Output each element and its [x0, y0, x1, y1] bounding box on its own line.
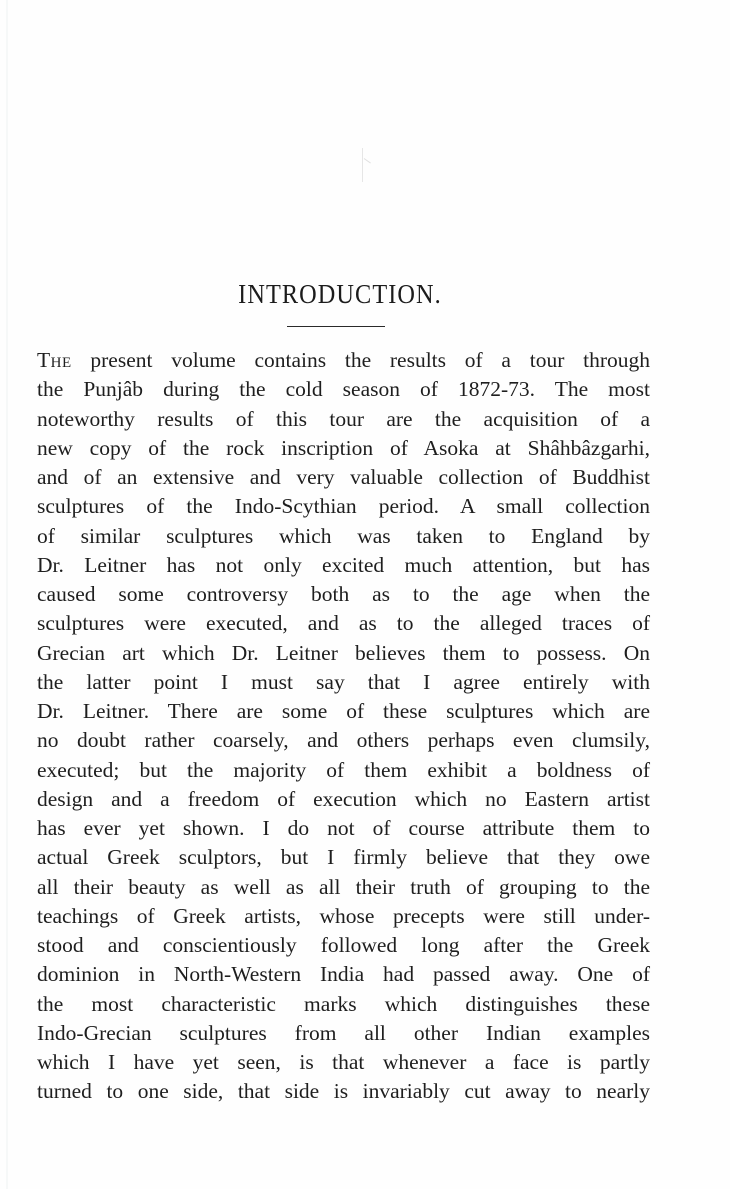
text-line: [37, 346, 650, 375]
faint-scan-mark: [362, 148, 363, 182]
text-line: dominion in North-Western India had passed away. One of: [37, 962, 650, 987]
text-line: no doubt rather coarsely, and others perhaps even clumsily,: [37, 728, 650, 753]
text-line-content: present volume contains the results of a tour through: [71, 348, 650, 372]
text-line: design and a freedom of execution which no Eastern artist: [37, 786, 650, 811]
introduction-paragraph: [37, 346, 650, 1107]
text-line: the latter point I must say that I agree entirely with: [37, 669, 650, 694]
lead-word-small-caps: The: [37, 348, 72, 372]
text-line: Indo-Grecian sculptures from all other Indian examples: [37, 1020, 650, 1045]
text-line: teachings of Greek artists, whose precepts were still under-: [37, 903, 650, 928]
text-line: actual Greek sculptors, but I firmly believe that they owe: [37, 845, 650, 870]
text-line: and of an extensive and very valuable collection of Buddhist: [37, 465, 650, 489]
heading-divider-rule: [287, 326, 385, 327]
text-line: executed; but the majority of them exhibit a boldness of: [37, 757, 650, 782]
text-line: sculptures of the Indo-Scythian period. A small collection: [37, 494, 650, 519]
text-line: has ever yet shown. I do not of course attribute them to: [37, 816, 650, 840]
text-line: Dr. Leitner. There are some of these sculptures which are: [37, 699, 650, 723]
text-line: the Punjâb during the cold season of 1872-73. The most: [37, 377, 650, 402]
page-edge-shadow: [6, 0, 8, 1189]
text-line: the most characteristic marks which distinguishes these: [37, 991, 650, 1016]
text-line: Dr. Leitner has not only excited much attention, but has: [37, 552, 650, 577]
text-line: which I have yet seen, is that whenever a face is partly: [37, 1050, 650, 1074]
text-line: stood and conscientiously followed long after the Greek: [37, 933, 650, 957]
text-line: all their beauty as well as all their truth of grouping to the: [37, 874, 650, 899]
text-line: caused some controversy both as to the age when the: [37, 582, 650, 606]
text-line: new copy of the rock inscription of Asoka at Shâhbâzgarhi,: [37, 435, 650, 460]
text-line: noteworthy results of this tour are the acquisition of a: [37, 406, 650, 431]
text-line: turned to one side, that side is invariably cut away to nearly: [37, 1079, 650, 1104]
text-line: sculptures were executed, and as to the alleged traces of: [37, 611, 650, 636]
chapter-heading: INTRODUCTION.: [238, 279, 442, 309]
text-line: Grecian art which Dr. Leitner believes them to possess. On: [37, 640, 650, 665]
text-line: of similar sculptures which was taken to England by: [37, 523, 650, 548]
